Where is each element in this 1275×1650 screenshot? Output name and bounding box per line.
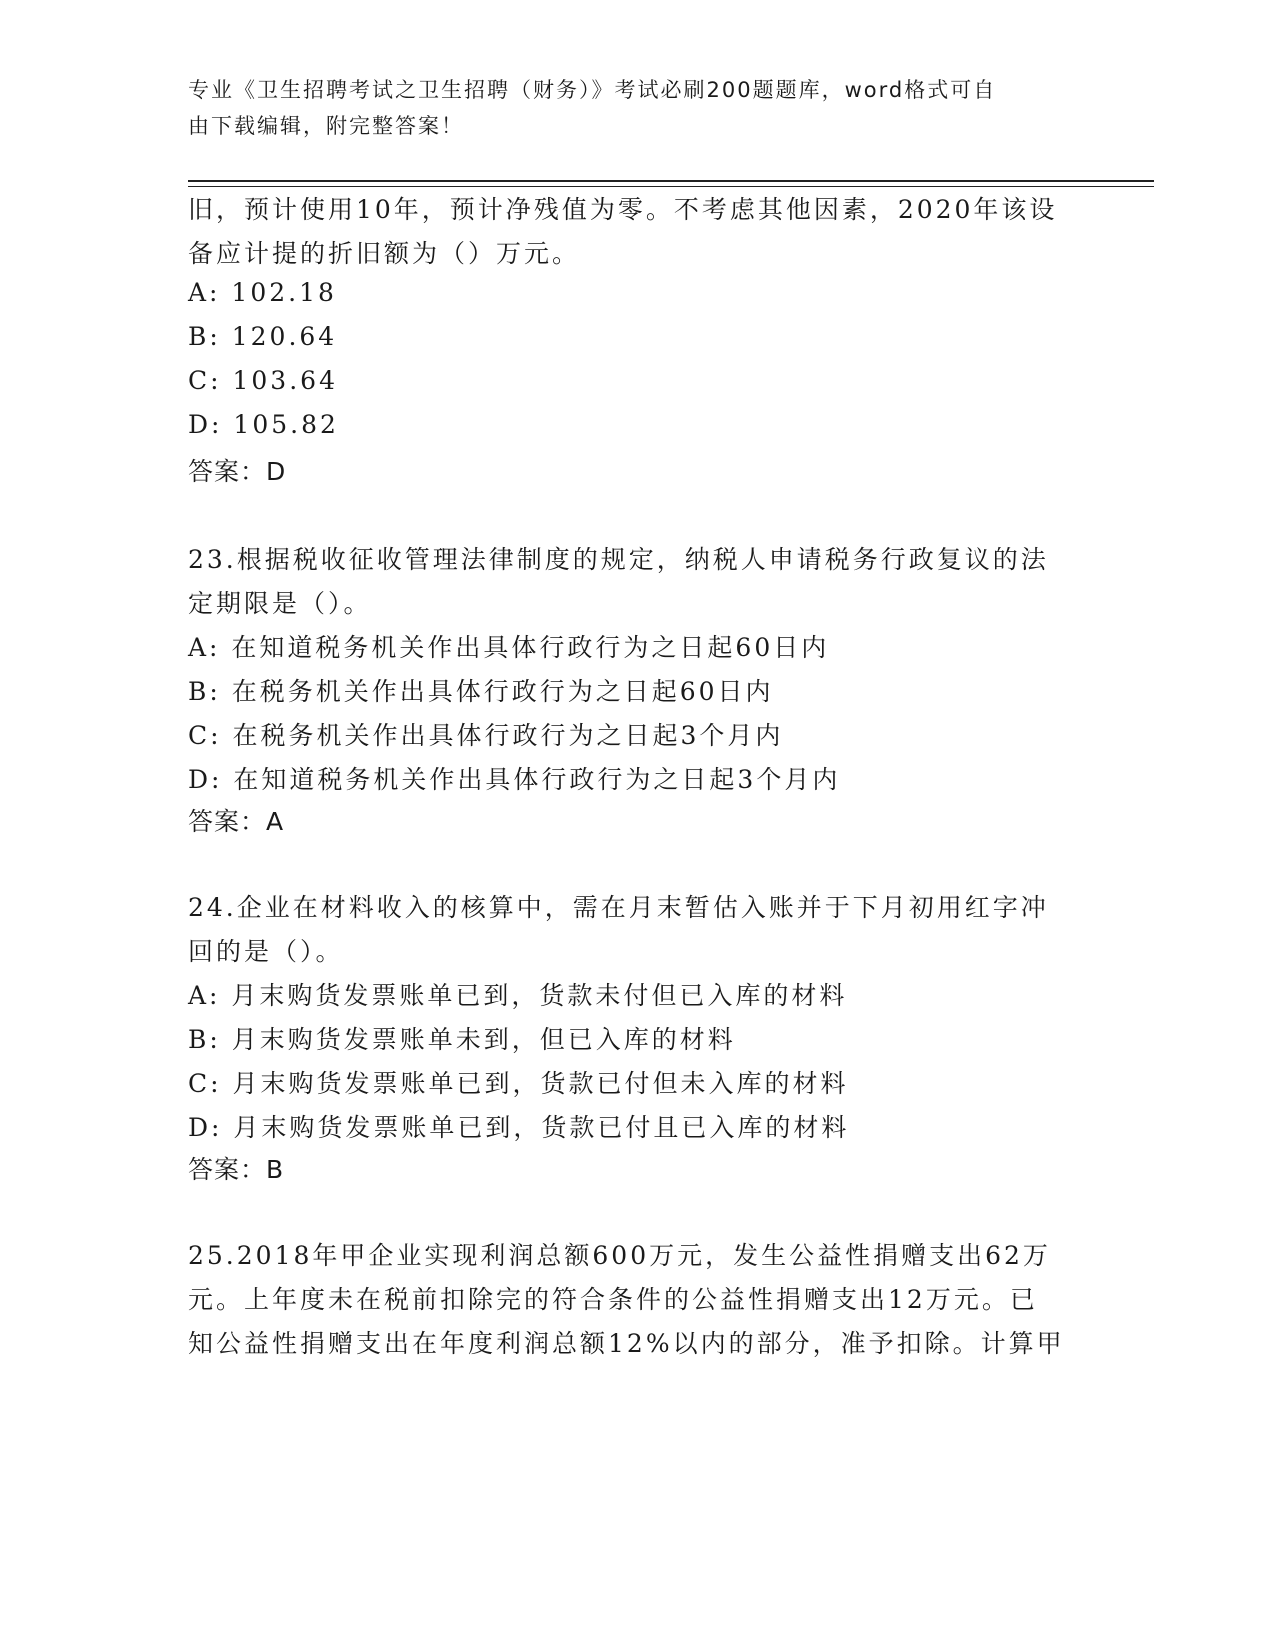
q25-stem-line-1: 25.2018年甲企业实现利润总额600万元，发生公益性捐赠支出62万 xyxy=(188,1241,1051,1270)
q22-answer: 答案：D xyxy=(188,457,287,486)
q24-option-d: D: 月末购货发票账单已到，货款已付且已入库的材料 xyxy=(188,1113,850,1142)
q23-option-b: B: 在税务机关作出具体行政行为之日起60日内 xyxy=(188,677,774,706)
q22-option-d: D: 105.82 xyxy=(188,410,339,439)
q23-option-a: A: 在知道税务机关作出具体行政行为之日起60日内 xyxy=(188,633,830,662)
q24-answer: 答案：B xyxy=(188,1155,285,1184)
header-divider-thin xyxy=(188,186,1154,187)
q22-option-a: A: 102.18 xyxy=(188,278,337,307)
q24-option-a: A: 月末购货发票账单已到，货款未付但已入库的材料 xyxy=(188,981,848,1010)
q23-stem-line-2: 定期限是（）。 xyxy=(188,589,372,618)
q23-option-c: C: 在税务机关作出具体行政行为之日起3个月内 xyxy=(188,721,784,750)
q23-stem-line-1: 23.根据税收征收管理法律制度的规定，纳税人申请税务行政复议的法 xyxy=(188,545,1049,574)
q22-option-b: B: 120.64 xyxy=(188,322,338,351)
q22-stem-line-2: 备应计提的折旧额为（）万元。 xyxy=(188,239,581,268)
q23-option-d: D: 在知道税务机关作出具体行政行为之日起3个月内 xyxy=(188,765,841,794)
q25-stem-line-3: 知公益性捐赠支出在年度利润总额12%以内的部分，准予扣除。计算甲 xyxy=(188,1329,1065,1358)
q24-stem-line-1: 24.企业在材料收入的核算中，需在月末暂估入账并于下月初用红字冲 xyxy=(188,893,1049,922)
q22-option-c: C: 103.64 xyxy=(188,366,338,395)
q24-option-b: B: 月末购货发票账单未到，但已入库的材料 xyxy=(188,1025,736,1054)
q24-stem-line-2: 回的是（）。 xyxy=(188,937,344,966)
q24-option-c: C: 月末购货发票账单已到，货款已付但未入库的材料 xyxy=(188,1069,849,1098)
q25-stem-line-2: 元。上年度未在税前扣除完的符合条件的公益性捐赠支出12万元。已 xyxy=(188,1285,1038,1314)
header-line-1: 专业《卫生招聘考试之卫生招聘（财务）》考试必刷200题题库，word格式可自 xyxy=(188,78,997,102)
header-line-2: 由下载编辑，附完整答案！ xyxy=(188,114,464,138)
q22-stem-line-1: 旧，预计使用10年，预计净残值为零。不考虑其他因素，2020年该设 xyxy=(188,195,1058,224)
document-header xyxy=(188,72,1088,144)
q23-answer: 答案：A xyxy=(188,807,285,836)
header-divider-thick xyxy=(188,180,1154,182)
